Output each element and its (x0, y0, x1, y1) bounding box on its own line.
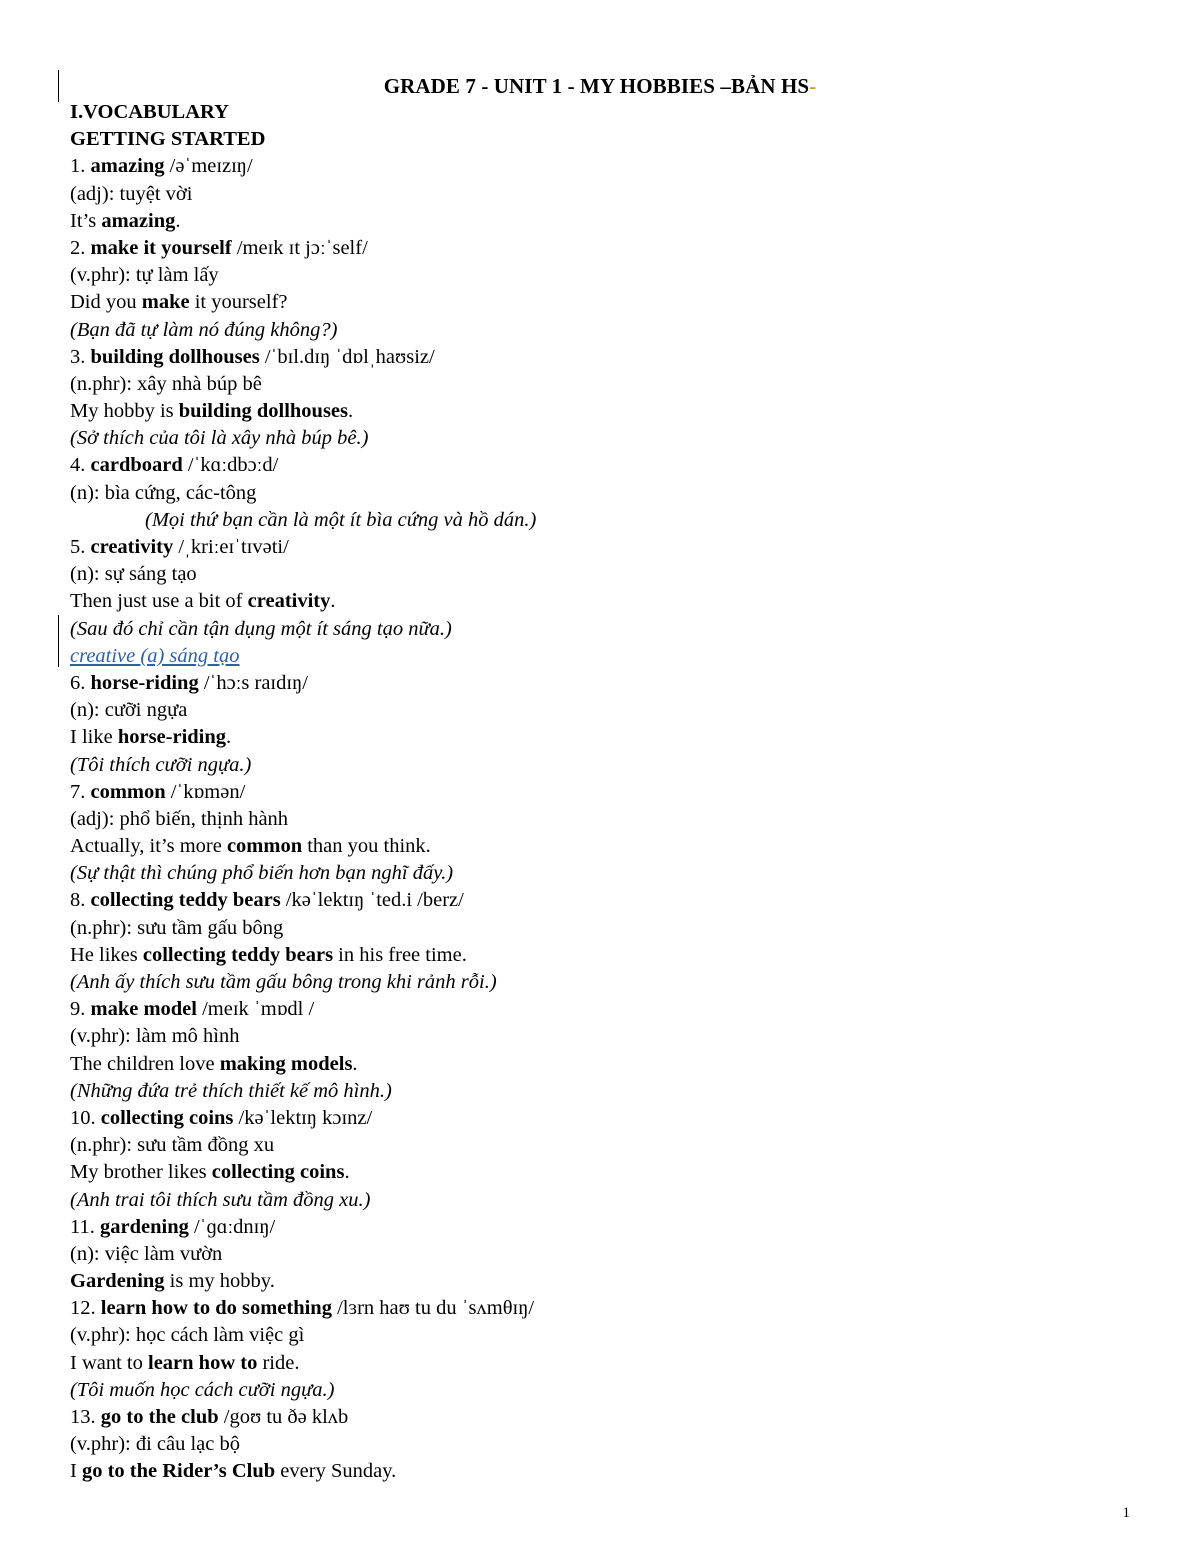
ipa: /kəˈlektɪŋ kɔɪnz/ (233, 1106, 373, 1129)
entry-meaning: (v.phr): học cách làm việc gì (70, 1324, 305, 1347)
entry-headword-line: 8. collecting teddy bears /kəˈlektɪŋ ˈted.i /berz/ (70, 889, 464, 912)
entry-example: I want to learn how to ride. (70, 1351, 300, 1374)
entry-headword-line: 3. building dollhouses /ˈbɪl.dɪŋ ˈdɒlˌhaʊsiz/ (70, 345, 435, 368)
headword: building dollhouses (90, 345, 260, 368)
entry-headword-line: 2. make it yourself /meɪk ɪt jɔːˈself/ (70, 236, 368, 259)
entry-translation: (Những đứa trẻ thích thiết kế mô hình.) (70, 1079, 392, 1102)
ipa: /ˈɡɑːdnɪŋ/ (188, 1215, 276, 1238)
headword: collecting teddy bears (90, 889, 281, 912)
entry-meaning: (n.phr): sưu tầm đồng xu (70, 1134, 275, 1157)
entry-example: Then just use a bit of creativity. (70, 590, 336, 613)
headword: gardening (100, 1215, 189, 1238)
title-accent-mark: - (809, 74, 817, 98)
ipa: /əˈmeɪzɪŋ/ (164, 155, 253, 178)
headword: make model (90, 998, 197, 1021)
entry-meaning: (v.phr): làm mô hình (70, 1025, 240, 1048)
ipa: /ˈbɪl.dɪŋ ˈdɒlˌhaʊsiz/ (259, 345, 435, 368)
entry-meaning: (n.phr): sưu tầm gấu bông (70, 916, 284, 939)
ipa: /goʊ tu ðə klʌb (218, 1406, 349, 1428)
entry-meaning: (v.phr): tự làm lấy (70, 264, 219, 287)
entry-meaning: (v.phr): đi câu lạc bộ (70, 1433, 241, 1456)
section-heading: I.VOCABULARY (70, 101, 229, 123)
entry-meaning: (n): bìa cứng, các-tông (70, 481, 257, 504)
vocabulary-content (70, 99, 1150, 1486)
entry-headword-line: 1. amazing /əˈmeɪzɪŋ/ (70, 155, 253, 178)
entry-translation: (Tôi muốn học cách cưỡi ngựa.) (70, 1378, 335, 1401)
page-number: 1 (1122, 1505, 1130, 1521)
entry-translation: (Anh ấy thích sưu tầm gấu bông trong khi rảnh rỗi.) (70, 971, 497, 993)
entry-meaning: (n): sự sáng tạo (70, 563, 197, 586)
entry-example: Did you make it yourself? (70, 291, 288, 314)
entry-translation: (Anh trai tôi thích sưu tầm đồng xu.) (70, 1188, 371, 1211)
entry-example: My hobby is building dollhouses. (70, 400, 354, 423)
entry-meaning: (n): cưỡi ngựa (70, 699, 188, 722)
entry-headword-line: 11. gardening /ˈɡɑːdnɪŋ/ (70, 1215, 276, 1238)
headword: collecting coins (100, 1106, 234, 1129)
entry-example: Actually, it’s more common than you think. (70, 835, 431, 858)
headword: horse-riding (90, 671, 199, 694)
entry-meaning: (n): việc làm vườn (70, 1242, 223, 1265)
entry-translation: (Bạn đã tự làm nó đúng không?) (70, 318, 338, 341)
entry-translation: (Sở thích của tôi là xây nhà búp bê.) (70, 427, 369, 450)
ipa: /lɜrn haʊ tu du ˈsʌmθɪŋ/ (331, 1297, 535, 1320)
ipa: /ˈkɒmən/ (165, 780, 246, 803)
entry-headword-line: 12. learn how to do something /lɜrn haʊ tu du ˈsʌmθɪŋ/ (70, 1297, 535, 1320)
headword: common (90, 780, 166, 803)
entry-translation: (Tôi thích cưỡi ngựa.) (70, 753, 252, 776)
headword: learn how to do something (100, 1297, 332, 1320)
ipa: /ˌkriːeɪˈtɪvəti/ (173, 536, 289, 558)
entry-headword-line: 4. cardboard /ˈkɑːdbɔːd/ (70, 454, 279, 477)
entry-headword-line: 6. horse-riding /ˈhɔːs raɪdɪŋ/ (70, 671, 308, 694)
entry-headword-line: 9. make model /meɪk ˈmɒdl / (70, 998, 315, 1021)
entry-translation: (Mọi thứ bạn cần là một ít bìa cứng và hồ dán.) (145, 508, 537, 531)
ipa: /ˈhɔːs raɪdɪŋ/ (198, 671, 308, 694)
entry-example: The children love making models. (70, 1052, 358, 1075)
entry-headword-line: 13. go to the club /goʊ tu ðə klʌb (70, 1406, 349, 1428)
entry-meaning: (adj): phổ biến, thịnh hành (70, 807, 289, 830)
entry-meaning: (adj): tuyệt vời (70, 182, 193, 205)
entry-translation: (Sự thật thì chúng phổ biến hơn bạn nghĩ đấy.) (70, 862, 454, 885)
entry-translation: (Sau đó chỉ cần tận dụng một ít sáng tạo nữa.) (70, 617, 452, 640)
entry-headword-line: 7. common /ˈkɒmən/ (70, 780, 246, 803)
headword: make it yourself (90, 236, 232, 259)
revision-change-bar (58, 615, 59, 667)
subsection-heading: GETTING STARTED (70, 128, 266, 151)
page-title: GRADE 7 - UNIT 1 - MY HOBBIES –BẢN HS- (383, 74, 817, 98)
ipa: /ˈkɑːdbɔːd/ (182, 454, 279, 477)
entry-example: It’s amazing. (70, 209, 181, 232)
entry-example: I go to the Rider’s Club every Sunday. (70, 1460, 397, 1483)
headword: cardboard (90, 454, 183, 477)
entry-headword-line: 5. creativity /ˌkriːeɪˈtɪvəti/ (70, 536, 289, 558)
inserted-word-link[interactable]: creative (a) sáng tạo (70, 644, 240, 667)
entry-meaning: (n.phr): xây nhà búp bê (70, 372, 262, 395)
entry-example: He likes collecting teddy bears in his free time. (70, 943, 467, 966)
headword: creativity (90, 536, 174, 558)
entry-example: My brother likes collecting coins. (70, 1161, 350, 1184)
ipa: /meɪk ˈmɒdl / (196, 998, 315, 1021)
entry-example: I like horse-riding. (70, 726, 232, 749)
headword: go to the club (100, 1406, 219, 1428)
entry-headword-line: 10. collecting coins /kəˈlektɪŋ kɔɪnz/ (70, 1106, 373, 1129)
ipa: /meɪk ɪt jɔːˈself/ (231, 236, 368, 259)
headword: amazing (90, 155, 165, 178)
entry-example: Gardening is my hobby. (70, 1270, 275, 1293)
ipa: /kəˈlektɪŋ ˈted.i /berz/ (280, 889, 464, 912)
